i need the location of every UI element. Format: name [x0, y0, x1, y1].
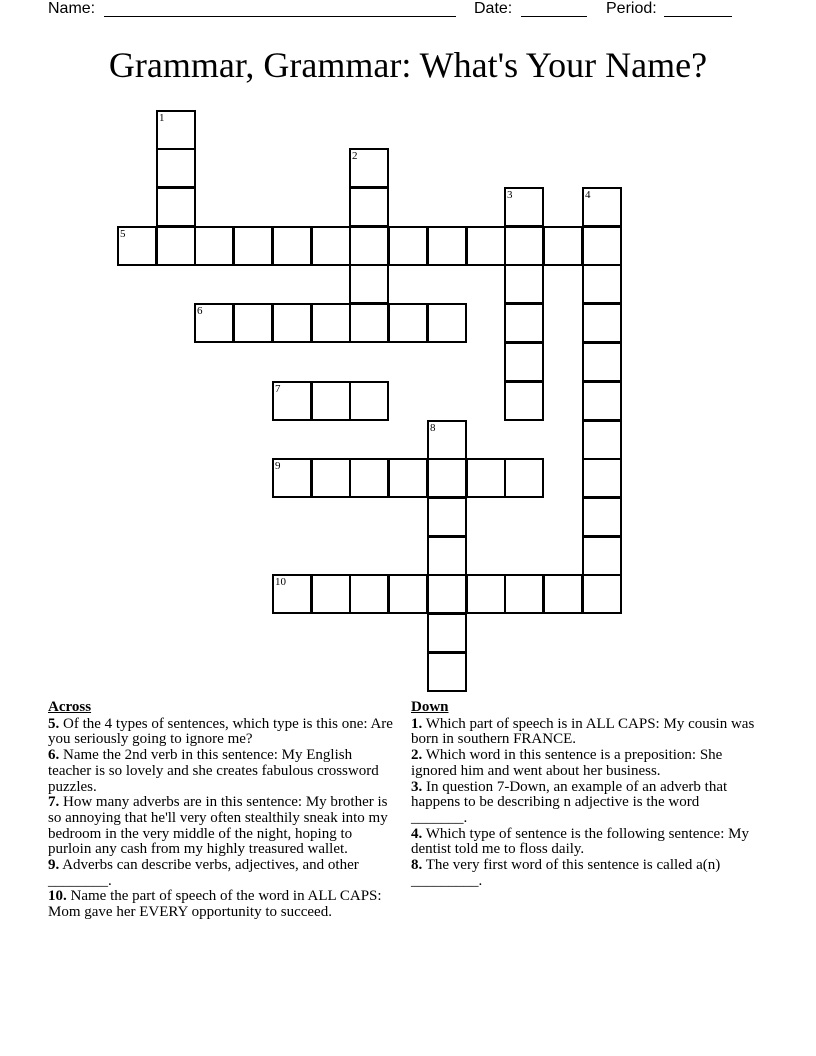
down-clue [411, 858, 756, 889]
grid-cell[interactable] [582, 226, 622, 266]
across-clue [48, 889, 393, 920]
clue-text: How many adverbs are in this sentence: My brother is so annoying that he'll very often stealthily sneak into my bedroom in the very middle of the night, hoping to purloin any cash from my highly treasured wallet. [48, 794, 388, 858]
down-clue [411, 748, 756, 779]
grid-cell[interactable] [233, 303, 273, 343]
clue-number: 5 [120, 228, 126, 240]
date-label: Date: [474, 0, 513, 17]
grid-cell[interactable] [427, 303, 467, 343]
clue-number: 6 [197, 305, 203, 317]
grid-cell[interactable] [427, 613, 467, 653]
grid-cell[interactable] [582, 187, 622, 227]
grid-cell[interactable] [427, 226, 467, 266]
grid-cell[interactable] [466, 574, 506, 614]
grid-cell[interactable] [504, 187, 544, 227]
grid-cell[interactable] [156, 187, 196, 227]
down-clue [411, 717, 756, 748]
grid-cell[interactable] [156, 226, 196, 266]
clue-number-label: 8. [411, 857, 423, 874]
grid-cell[interactable] [349, 187, 389, 227]
grid-cell[interactable] [349, 303, 389, 343]
grid-cell[interactable] [427, 652, 467, 692]
clue-text: Which type of sentence is the following sentence: My dentist told me to floss daily. [411, 825, 749, 858]
grid-cell[interactable] [349, 458, 389, 498]
clue-number: 4 [585, 189, 591, 201]
clue-number: 9 [275, 460, 281, 472]
grid-cell[interactable] [311, 381, 351, 421]
grid-cell[interactable] [582, 536, 622, 576]
clue-number-label: 6. [48, 747, 60, 764]
grid-cell[interactable] [582, 574, 622, 614]
clue-number: 2 [352, 150, 358, 162]
grid-cell[interactable] [504, 458, 544, 498]
clue-number-label: 9. [48, 857, 60, 874]
clue-text: Which part of speech is in ALL CAPS: My cousin was born in southern FRANCE. [411, 715, 755, 748]
grid-cell[interactable] [233, 226, 273, 266]
grid-cell[interactable] [427, 536, 467, 576]
grid-cell[interactable] [311, 574, 351, 614]
grid-cell[interactable] [194, 226, 234, 266]
down-clues [411, 700, 756, 889]
grid-cell[interactable] [504, 264, 544, 304]
grid-cell[interactable] [504, 381, 544, 421]
grid-cell[interactable] [349, 381, 389, 421]
period-label: Period: [606, 0, 657, 17]
clue-number: 1 [159, 112, 165, 124]
clue-number-label: 4. [411, 825, 423, 842]
grid-cell[interactable] [388, 303, 428, 343]
grid-cell[interactable] [504, 226, 544, 266]
grid-cell[interactable] [582, 303, 622, 343]
grid-cell[interactable] [582, 497, 622, 537]
clue-text: Which word in this sentence is a preposition: She ignored him and went about her business. [411, 747, 723, 779]
grid-cell[interactable] [194, 303, 234, 343]
clue-number-label: 3. [411, 778, 423, 795]
clue-text: Name the 2nd verb in this sentence: My English teacher is so lovely and she creates fabulous crossword puzzles. [48, 747, 379, 795]
clue-number-label: 5. [48, 715, 60, 732]
grid-cell[interactable] [582, 264, 622, 304]
grid-cell[interactable] [272, 458, 312, 498]
clue-number-label: 7. [48, 794, 60, 811]
clue-number: 3 [507, 189, 513, 201]
clue-number-label: 2. [411, 747, 423, 764]
grid-cell[interactable] [427, 420, 467, 460]
grid-cell[interactable] [272, 574, 312, 614]
grid-cell[interactable] [582, 342, 622, 382]
grid-cell[interactable] [349, 574, 389, 614]
across-clue [48, 858, 393, 889]
grid-cell[interactable] [466, 458, 506, 498]
grid-cell[interactable] [427, 497, 467, 537]
clue-text: Adverbs can describe verbs, adjectives, and other ________. [48, 857, 359, 889]
grid-cell[interactable] [427, 458, 467, 498]
grid-cell[interactable] [388, 226, 428, 266]
grid-cell[interactable] [156, 110, 196, 150]
grid-cell[interactable] [504, 303, 544, 343]
grid-cell[interactable] [582, 420, 622, 460]
grid-cell[interactable] [272, 303, 312, 343]
grid-cell[interactable] [349, 226, 389, 266]
grid-cell[interactable] [388, 458, 428, 498]
grid-cell[interactable] [504, 342, 544, 382]
clue-number: 8 [430, 422, 436, 434]
grid-cell[interactable] [272, 226, 312, 266]
grid-cell[interactable] [156, 148, 196, 188]
across-heading: Across [48, 699, 92, 715]
clue-text: The very first word of this sentence is called a(n) _________. [411, 857, 721, 889]
across-clue [48, 795, 393, 858]
grid-cell[interactable] [427, 574, 467, 614]
across-clues [48, 700, 393, 921]
grid-cell[interactable] [582, 381, 622, 421]
grid-cell[interactable] [311, 303, 351, 343]
down-clue [411, 827, 756, 858]
grid-cell[interactable] [543, 226, 583, 266]
down-heading: Down [411, 699, 449, 715]
across-clue [48, 717, 393, 748]
name-label: Name: [48, 0, 96, 17]
grid-cell[interactable] [543, 574, 583, 614]
grid-cell[interactable] [388, 574, 428, 614]
clue-number-label: 1. [411, 715, 423, 732]
grid-cell[interactable] [349, 264, 389, 304]
clue-number: 10 [275, 576, 286, 588]
grid-cell[interactable] [582, 458, 622, 498]
clue-text: In question 7-Down, an example of an adverb that happens to be describing n adjective is the word _______. [411, 778, 728, 826]
down-clue [411, 780, 756, 827]
clue-text: Of the 4 types of sentences, which type is this one: Are you seriously going to ignore me? [48, 715, 393, 748]
clue-number-label: 10. [48, 888, 67, 905]
across-clue [48, 748, 393, 795]
clue-text: Name the part of speech of the word in ALL CAPS: Mom gave her EVERY opportunity to succeed. [48, 888, 382, 921]
grid-cell[interactable] [504, 574, 544, 614]
grid-cell[interactable] [466, 226, 506, 266]
clue-number: 7 [275, 383, 281, 395]
grid-cell[interactable] [311, 226, 351, 266]
grid-cell[interactable] [349, 148, 389, 188]
grid-cell[interactable] [311, 458, 351, 498]
grid-cell[interactable] [117, 226, 157, 266]
page-title: Grammar, Grammar: What's Your Name? [108, 45, 708, 85]
grid-cell[interactable] [272, 381, 312, 421]
